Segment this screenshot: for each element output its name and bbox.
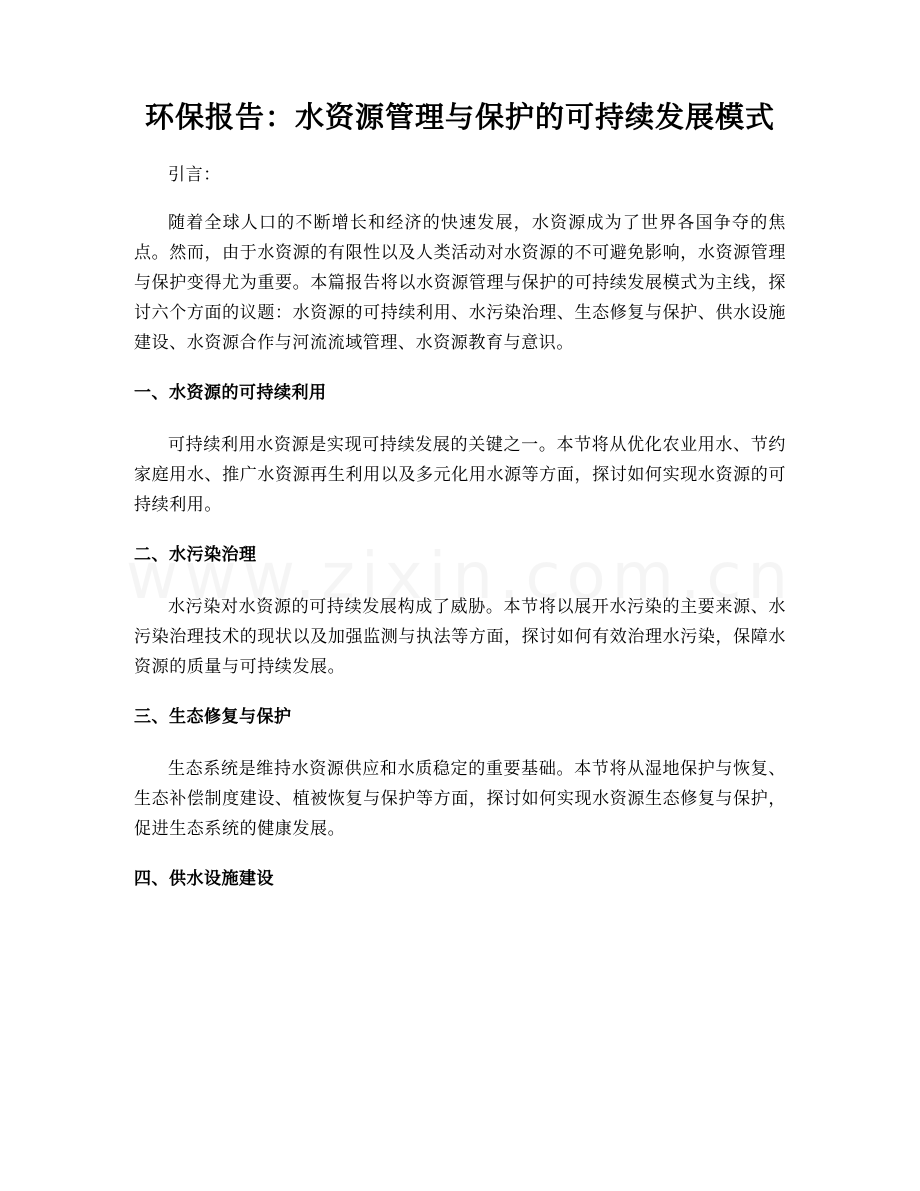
section-paragraph-2: 水污染对水资源的可持续发展构成了威胁。本节将以展开水污染的主要来源、水污染治理技术的现状以及加强监测与执法等方面，探讨如何有效治理水污染，保障水资源的质量与可持续发展。 — [134, 597, 786, 677]
section-paragraph-3: 生态系统是维持水资源供应和水质稳定的重要基础。本节将从湿地保护与恢复、生态补偿制度建设、植被恢复与保护等方面，探讨如何实现水资源生态修复与保护，促进生态系统的健康发展。 — [134, 759, 786, 839]
intro-label: 引言： — [168, 165, 221, 185]
document-title: 环保报告：水资源管理与保护的可持续发展模式 — [144, 100, 775, 134]
section-heading-3: 三、生态修复与保护 — [134, 707, 292, 727]
section-heading-4: 四、供水设施建设 — [134, 869, 274, 889]
intro-paragraph: 随着全球人口的不断增长和经济的快速发展，水资源成为了世界各国争夺的焦点。然而，由于水资源的有限性以及人类活动对水资源的不可避免影响，水资源管理与保护变得尤为重要。本篇报告将以水资源管理与保护的可持续发展模式为主线，探讨六个方面的议题：水资源的可持续利用、水污染治理、生态修复与保护、供水设施建设、水资源合作与河流流域管理、水资源教育与意识。 — [134, 213, 786, 353]
section-heading-2: 二、水污染治理 — [134, 545, 257, 565]
section-paragraph-1: 可持续利用水资源是实现可持续发展的关键之一。本节将从优化农业用水、节约家庭用水、推广水资源再生利用以及多元化用水源等方面，探讨如何实现水资源的可持续利用。 — [134, 435, 786, 515]
section-heading-1: 一、水资源的可持续利用 — [134, 383, 327, 403]
